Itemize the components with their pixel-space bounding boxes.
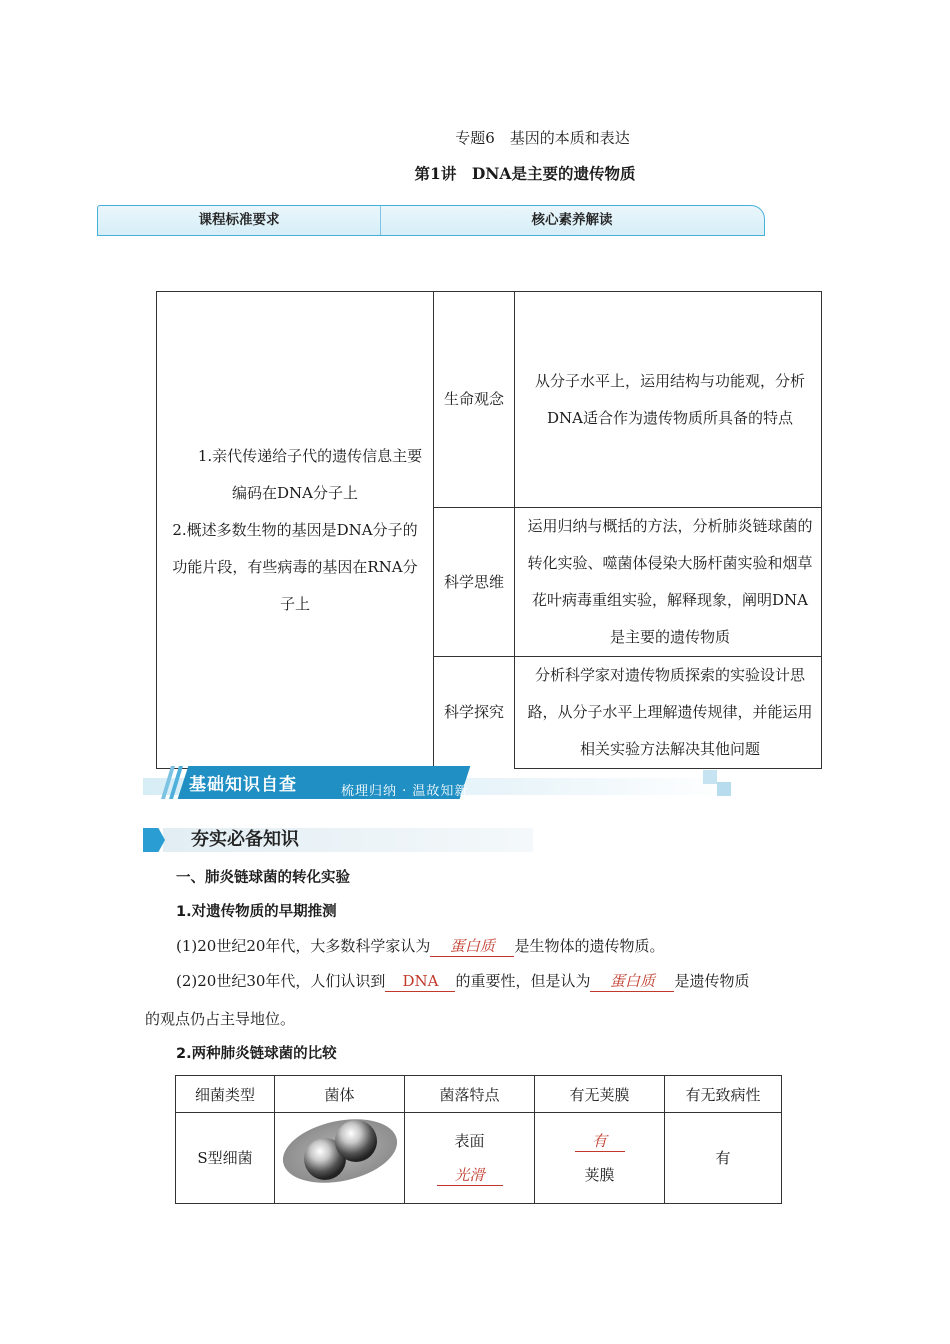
literacy-text: 从分子水平上，运用结构与功能观，分析DNA适合作为遗传物质所具备的特点 xyxy=(515,292,822,508)
tab-course-standards: 课程标准要求 xyxy=(98,206,381,235)
banner-square-decor xyxy=(703,770,717,784)
literacy-label: 科学思维 xyxy=(434,508,515,657)
table-header: 细菌类型 xyxy=(176,1076,275,1113)
table-header: 有无荚膜 xyxy=(535,1076,665,1113)
answer-blank: DNA xyxy=(385,971,455,992)
banner-title: 基础知识自查 xyxy=(189,775,297,795)
bacteria-type: S型细菌 xyxy=(176,1113,275,1204)
heading-transformation: 一、肺炎链球菌的转化实验 xyxy=(176,870,350,886)
paragraph-1: (1)20世纪20年代，大多数科学家认为 蛋白质 是生物体的遗传物质。 xyxy=(176,937,665,955)
colony-feature: 表面 光滑 xyxy=(405,1113,535,1204)
requirement-1: 1.亲代传递给子代的遗传信息主要编码在DNA分子上 xyxy=(197,446,423,502)
answer-blank: 蛋白质 xyxy=(430,936,514,957)
literacy-text: 分析科学家对遗传物质探索的实验设计思路，从分子水平上理解遗传规律，并能运用相关实验方法解决其他问题 xyxy=(515,657,822,769)
answer-blank: 光滑 xyxy=(437,1165,503,1186)
literacy-label: 科学探究 xyxy=(434,657,515,769)
requirements-cell xyxy=(157,292,434,769)
section-banner xyxy=(143,766,743,799)
banner-subtitle: 梳理归纳 · 温故知新 xyxy=(341,784,469,799)
table-header: 菌落特点 xyxy=(405,1076,535,1113)
banner-square-decor xyxy=(717,782,731,796)
paragraph-2-continued: 的观点仍占主导地位。 xyxy=(145,1010,296,1028)
topic-title: 专题6 基因的本质和表达 xyxy=(455,129,630,147)
table-header: 有无致病性 xyxy=(665,1076,782,1113)
answer-blank: 有 xyxy=(575,1131,625,1152)
literacy-text: 运用归纳与概括的方法，分析肺炎链球菌的转化实验、噬菌体侵染大肠杆菌实验和烟草花叶病毒重组实验，解释现象，阐明DNA是主要的遗传物质 xyxy=(515,508,822,657)
literacy-label: 生命观念 xyxy=(434,292,515,508)
section-title: 夯实必备知识 xyxy=(191,829,299,850)
bacteria-table xyxy=(175,1075,782,1204)
lecture-title: 第1讲 DNA是主要的遗传物质 xyxy=(414,164,636,183)
requirement-2: 2.概述多数生物的基因是DNA分子的功能片段，有些病毒的基因在RNA分子上 xyxy=(172,520,418,613)
pathogenicity: 有 xyxy=(665,1113,782,1204)
section-arrow-icon xyxy=(143,828,165,852)
answer-blank: 蛋白质 xyxy=(590,971,674,992)
paragraph-2: (2)20世纪30年代，人们认识到 DNA 的重要性，但是认为 蛋白质 是遗传物质 xyxy=(176,972,750,990)
bacteria-image xyxy=(275,1113,405,1204)
capsule-feature: 有 荚膜 xyxy=(535,1113,665,1204)
section-header xyxy=(143,828,533,852)
table-header: 菌体 xyxy=(275,1076,405,1113)
heading-comparison: 2.两种肺炎链球菌的比较 xyxy=(176,1046,337,1062)
heading-early-speculation: 1.对遗传物质的早期推测 xyxy=(176,904,337,920)
s-type-bacteria-icon xyxy=(280,1113,400,1191)
standards-tab-bar xyxy=(97,205,765,236)
tab-core-literacy: 核心素养解读 xyxy=(531,212,613,228)
standards-table xyxy=(156,291,822,769)
table-row xyxy=(176,1113,782,1204)
